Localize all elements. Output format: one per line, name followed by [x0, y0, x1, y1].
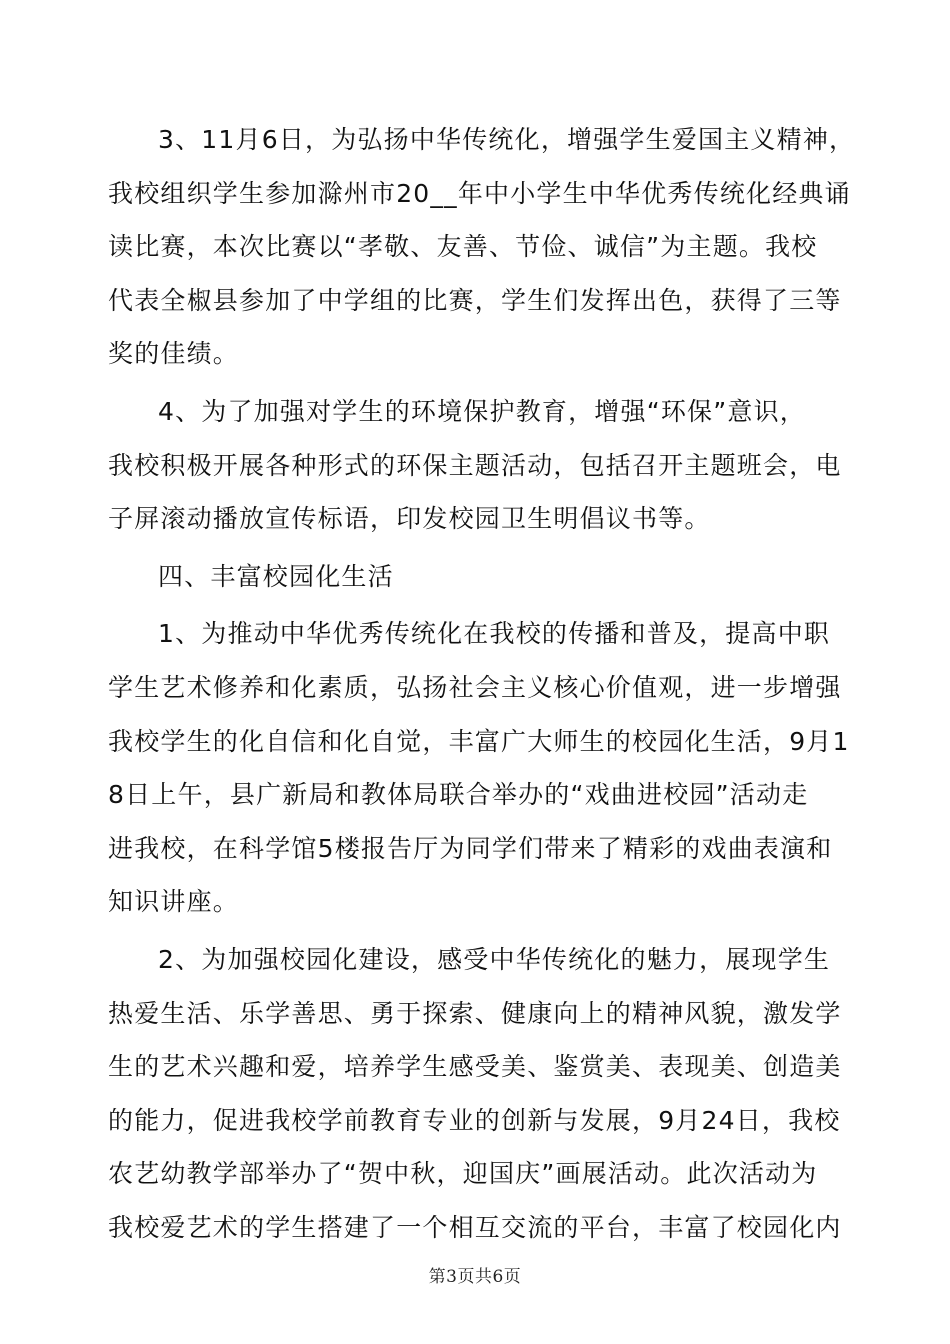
paragraph-line: 4、为了加强对学生的环境保护教育，增强“环保”意识，: [158, 396, 807, 426]
paragraph-line: 我校积极开展各种形式的环保主题活动，包括召开主题班会，电: [108, 450, 842, 480]
paragraph-line: 奖的佳绩。: [108, 339, 240, 369]
paragraph-line: 3、11月6日，为弘扬中华传统化，增强学生爱国主义精神，: [158, 125, 856, 154]
paragraph-line: 学生艺术修养和化素质，弘扬社会主义核心价值观，进一步增强: [108, 672, 842, 702]
paragraph-line: 农艺幼教学部举办了“贺中秋，迎国庆”画展活动。此次活动为: [108, 1159, 818, 1189]
paragraph-line: 热爱生活、乐学善思、勇于探索、健康向上的精神风貌，激发学: [108, 998, 842, 1028]
document-body: [108, 113, 856, 1254]
section-heading: 四、丰富校园化生活: [158, 561, 394, 591]
paragraph-line: 我校组织学生参加滁州市20__年中小学生中华优秀传统化经典诵: [108, 178, 851, 208]
paragraph-line: 2、为加强校园化建设，感受中华传统化的魅力，展现学生: [158, 944, 831, 974]
paragraph-line: 1、为推动中华优秀传统化在我校的传播和普及，提高中职: [158, 619, 831, 649]
paragraph-line: 进我校，在科学馆5楼报告厅为同学们带来了精彩的戏曲表演和: [108, 833, 833, 863]
paragraph-line: 我校爱艺术的学生搭建了一个相互交流的平台，丰富了校园化内: [108, 1212, 842, 1242]
page-number-footer: 第3页共6页: [428, 1267, 522, 1287]
paragraph-line: 8日上午，县广新局和教体局联合举办的“戏曲进校园”活动走: [108, 780, 809, 810]
paragraph-line: 的能力，促进我校学前教育专业的创新与发展，9月24日，我校: [108, 1105, 841, 1135]
paragraph-line: 子屏滚动播放宣传标语，印发校园卫生明倡议书等。: [108, 504, 711, 534]
paragraph-line: 知识讲座。: [108, 887, 240, 917]
paragraph-line: 生的艺术兴趣和爱，培养学生感受美、鉴赏美、表现美、创造美: [108, 1052, 842, 1082]
paragraph-line: 读比赛，本次比赛以“孝敬、友善、节俭、诚信”为主题。我校: [108, 232, 818, 262]
paragraph-line: 我校学生的化自信和化自觉，丰富广大师生的校园化生活，9月1: [108, 726, 850, 756]
paragraph-line: 代表全椒县参加了中学组的比赛，学生们发挥出色，获得了三等: [108, 285, 842, 315]
